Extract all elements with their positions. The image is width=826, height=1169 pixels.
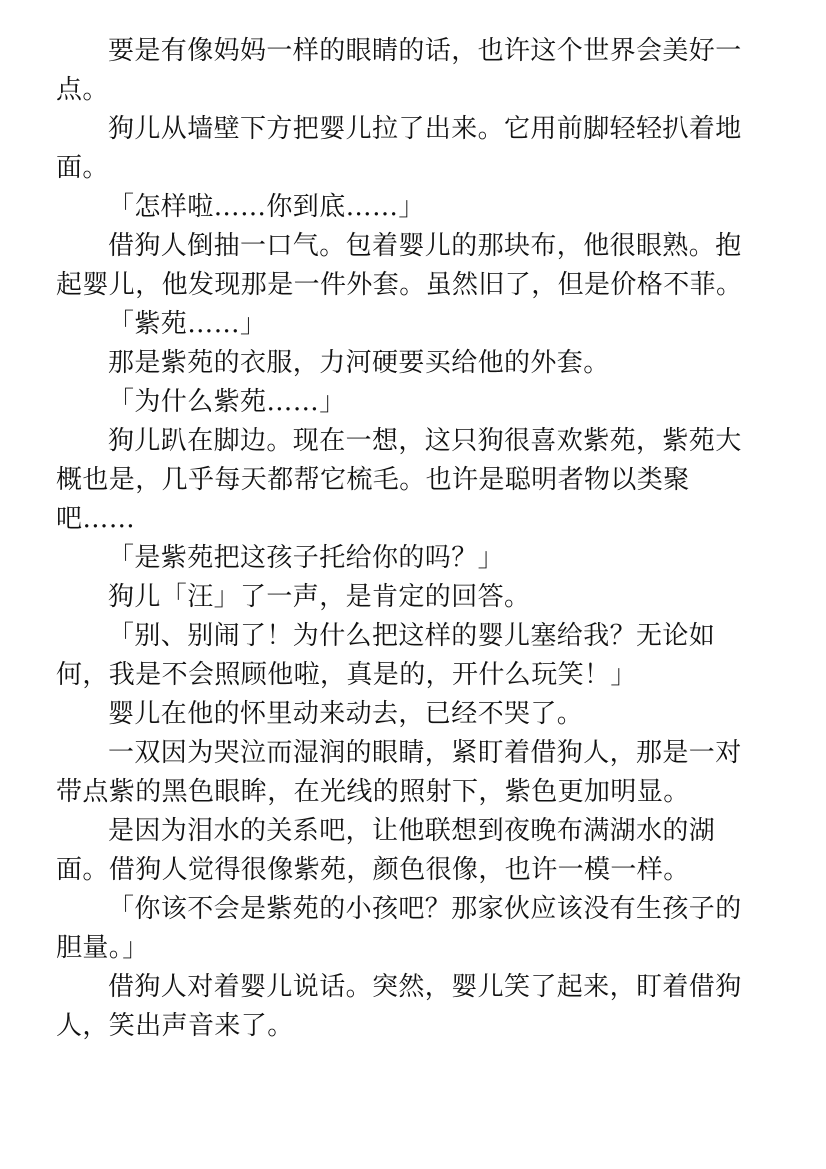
- paragraph: [56, 617, 756, 695]
- text-line: 「紫苑……」: [108, 309, 267, 339]
- paragraph: [56, 344, 756, 383]
- text-line: 面。借狗人觉得很像紫苑，颜色很像，也许一模一样。: [56, 855, 690, 885]
- text-line: 狗儿「汪」了一声，是肯定的回答。: [108, 582, 531, 612]
- text-line: 一双因为哭泣而湿润的眼睛，紧盯着借狗人，那是一对: [108, 738, 742, 768]
- text-line: 概也是，几乎每天都帮它梳毛。也许是聪明者物以类聚: [56, 465, 690, 495]
- text-line: 带点紫的黑色眼眸，在光线的照射下，紫色更加明显。: [56, 777, 690, 807]
- paragraph: [56, 734, 756, 812]
- text-line: 是因为泪水的关系吧，让他联想到夜晚布满湖水的湖: [108, 816, 716, 846]
- text-line: 面。: [56, 153, 109, 183]
- paragraph: [56, 227, 756, 305]
- paragraph: [56, 812, 756, 890]
- text-line: 「为什么紫苑……」: [108, 387, 346, 417]
- text-line: 「别、别闹了！为什么把这样的婴儿塞给我？无论如: [108, 621, 716, 651]
- paragraph: [56, 32, 756, 110]
- text-line: 吧……: [56, 504, 136, 534]
- paragraph: [56, 578, 756, 617]
- text-line: 那是紫苑的衣服，力河硬要买给他的外套。: [108, 348, 610, 378]
- paragraph: [56, 305, 756, 344]
- paragraph: [56, 110, 756, 188]
- text-line: 「是紫苑把这孩子托给你的吗？」: [108, 543, 505, 573]
- text-line: 起婴儿，他发现那是一件外套。虽然旧了，但是价格不菲。: [56, 270, 743, 300]
- paragraph: [56, 188, 756, 227]
- text-line: 狗儿趴在脚边。现在一想，这只狗很喜欢紫苑，紫苑大: [108, 426, 742, 456]
- paragraph: [56, 968, 756, 1046]
- text-line: 何，我是不会照顾他啦，真是的，开什么玩笑！」: [56, 660, 637, 690]
- text-line: 人，笑出声音来了。: [56, 1011, 294, 1041]
- text-line: 胆量。」: [56, 933, 149, 963]
- paragraph: [56, 539, 756, 578]
- paragraph: [56, 422, 756, 539]
- document-page: [56, 32, 756, 1046]
- text-line: 狗儿从墙壁下方把婴儿拉了出来。它用前脚轻轻扒着地: [108, 114, 742, 144]
- paragraph: [56, 383, 756, 422]
- text-line: 婴儿在他的怀里动来动去，已经不哭了。: [108, 699, 584, 729]
- text-line: 要是有像妈妈一样的眼睛的话，也许这个世界会美好一: [108, 36, 742, 66]
- text-line: 点。: [56, 75, 109, 105]
- text-line: 「你该不会是紫苑的小孩吧？那家伙应该没有生孩子的: [108, 894, 742, 924]
- text-line: 借狗人倒抽一口气。包着婴儿的那块布，他很眼熟。抱: [108, 231, 742, 261]
- text-line: 「怎样啦……你到底……」: [108, 192, 425, 222]
- paragraph: [56, 695, 756, 734]
- paragraph: [56, 890, 756, 968]
- text-line: 借狗人对着婴儿说话。突然，婴儿笑了起来，盯着借狗: [108, 972, 742, 1002]
